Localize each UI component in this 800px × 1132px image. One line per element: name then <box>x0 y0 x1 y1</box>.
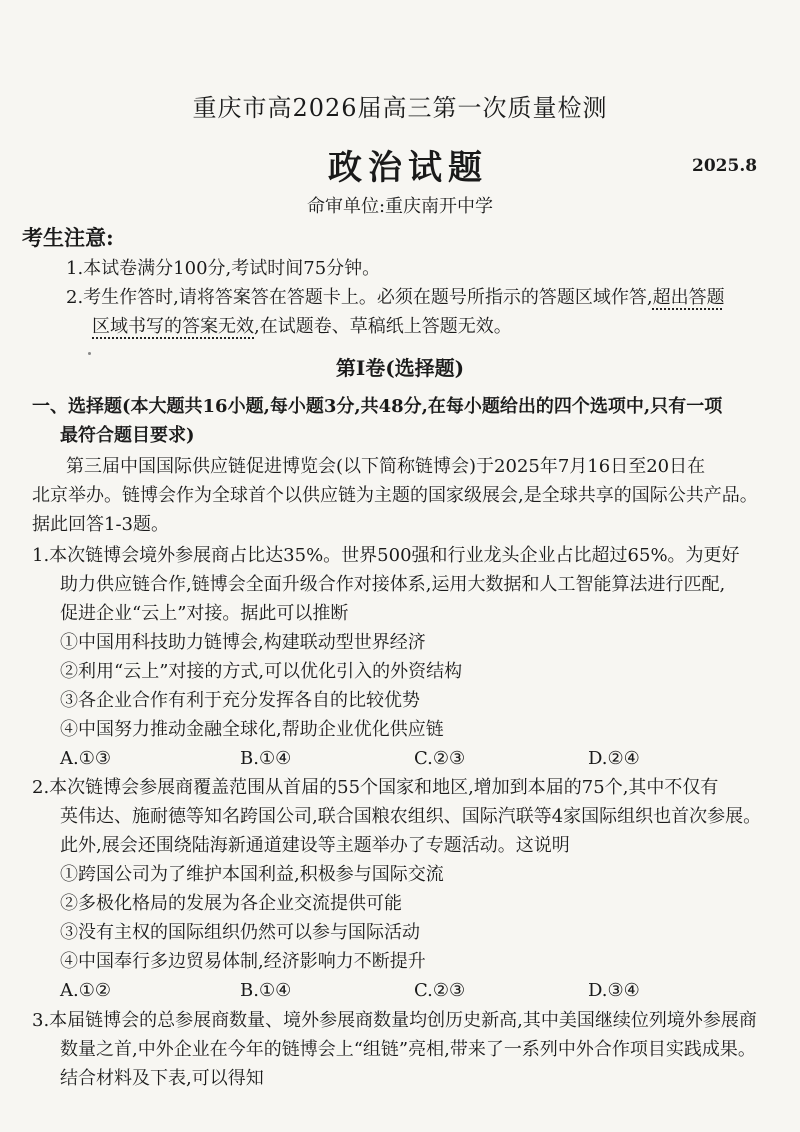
q2-option-c: C.②③ <box>414 980 466 1001</box>
q1-statement-1: ①中国用科技助力链博会,构建联动型世界经济 <box>60 632 426 653</box>
q2-stem-line-3: 此外,展会还围绕陆海新通道建设等主题举办了专题活动。这说明 <box>60 835 570 856</box>
part1-heading-line-1: 一、选择题(本大题共16小题,每小题3分,共48分,在每小题给出的四个选项中,只有一项 <box>32 396 723 417</box>
notice-emphasis: 超出答题 <box>652 287 725 308</box>
q2-option-d: D.③④ <box>588 980 640 1001</box>
q2-stem-line-2: 英伟达、施耐德等知名跨国公司,联合国粮农组织、国际汽联等4家国际组织也首次参展。 <box>60 806 762 827</box>
q3-stem-line-3: 结合材料及下表,可以得知 <box>60 1068 264 1089</box>
q2-option-b: B.①④ <box>240 980 292 1001</box>
q2-statement-2: ②多极化格局的发展为各企业交流提供可能 <box>60 893 402 914</box>
notice-heading: 考生注意: <box>22 225 114 250</box>
q1-option-c: C.②③ <box>414 748 466 769</box>
q1-statement-2: ②利用“云上”对接的方式,可以优化引入的外资结构 <box>60 661 463 682</box>
subject-title: 政治试题 <box>328 148 488 188</box>
q2-statement-1: ①跨国公司为了维护本国利益,积极参与国际交流 <box>60 864 444 885</box>
q1-statement-3: ③各企业合作有利于充分发挥各自的比较优势 <box>60 690 420 711</box>
notice-item-2-tail: ,在试题卷、草稿纸上答题无效。 <box>254 316 512 337</box>
section-title: 第Ⅰ卷(选择题) <box>335 356 465 380</box>
q2-statement-3: ③没有主权的国际组织仍然可以参与国际活动 <box>60 922 420 943</box>
q1-option-a: A.①③ <box>60 748 111 769</box>
material-line-1: 第三届中国国际供应链促进博览会(以下简称链博会)于2025年7月16日至20日在 <box>66 456 706 477</box>
q1-option-d: D.②④ <box>588 748 640 769</box>
q2-statement-4: ④中国奉行多边贸易体制,经济影响力不断提升 <box>60 951 426 972</box>
exam-date: 2025.8 <box>692 156 758 176</box>
notice-emphasis-2: 区域书写的答案无效 <box>92 316 254 337</box>
q2-stem-line-1: 2.本次链博会参展商覆盖范围从首届的55个国家和地区,增加到本届的75个,其中不仅有 <box>32 777 719 798</box>
exam-title: 重庆市高2026届高三第一次质量检测 <box>192 94 608 122</box>
q2-option-a: A.①② <box>60 980 111 1001</box>
q3-stem-line-1: 3.本届链博会的总参展商数量、境外参展商数量均创历史新高,其中美国继续位列境外参展商 <box>32 1010 757 1031</box>
q1-stem-line-2: 助力供应链合作,链博会全面升级合作对接体系,运用大数据和人工智能算法进行匹配, <box>60 574 726 595</box>
notice-item-1: 1.本试卷满分100分,考试时间75分钟。 <box>66 258 381 279</box>
setter-unit: 命审单位:重庆南开中学 <box>306 196 494 217</box>
q1-stem-line-3: 促进企业“云上”对接。据此可以推断 <box>60 603 349 624</box>
notice-item-2-text: 2.考生作答时,请将答案答在答题卡上。必须在题号所指示的答题区域作答, <box>66 287 653 308</box>
q1-stem-line-1: 1.本次链博会境外参展商占比达35%。世界500强和行业龙头企业占比超过65%。为更好 <box>32 545 740 566</box>
q1-option-b: B.①④ <box>240 748 292 769</box>
material-line-2: 北京举办。链博会作为全球首个以供应链为主题的国家级展会,是全球共享的国际公共产品。 <box>32 485 758 506</box>
q3-stem-line-2: 数量之首,中外企业在今年的链博会上“组链”亮相,带来了一系列中外合作项目实践成果。 <box>60 1039 756 1060</box>
notice-item-2-line-1 <box>66 287 725 309</box>
notice-item-2-line-2 <box>92 316 512 338</box>
q1-statement-4: ④中国努力推动金融全球化,帮助企业优化供应链 <box>60 719 444 740</box>
part1-heading-line-2: 最符合题目要求) <box>60 425 195 446</box>
material-line-3: 据此回答1-3题。 <box>32 514 169 535</box>
